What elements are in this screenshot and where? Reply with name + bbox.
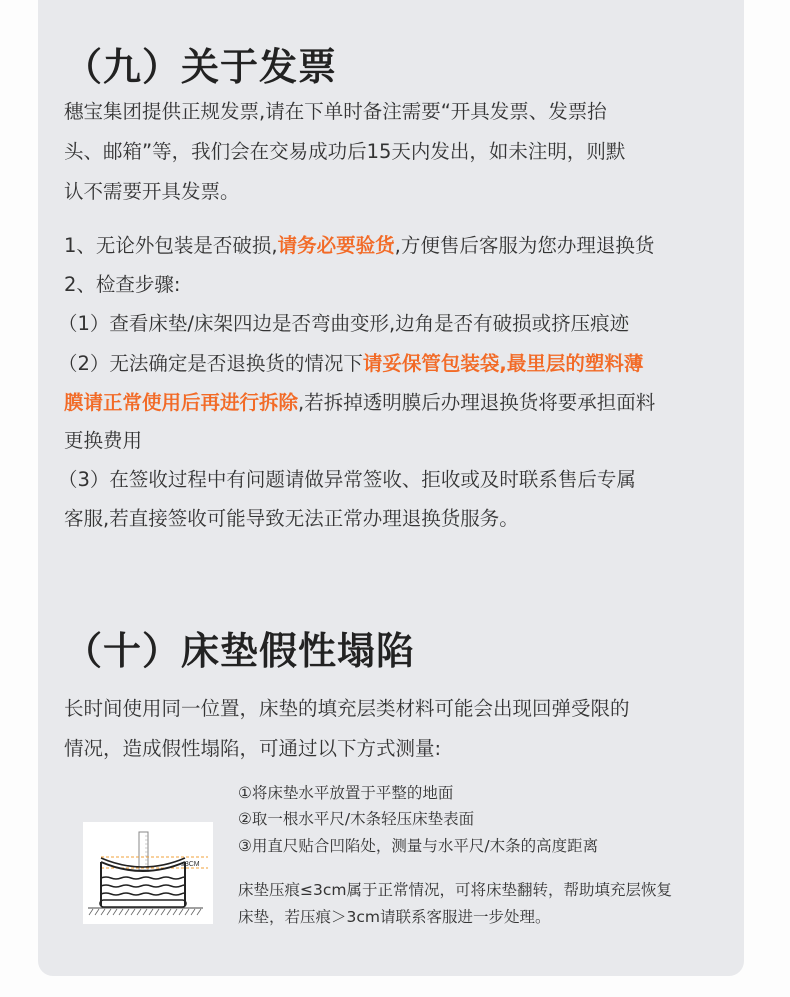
item-1-highlight: 请务必要验货 (277, 234, 395, 257)
section-10-intro-line-2: 情况，造成假性塌陷，可通过以下方式测量: (64, 737, 442, 760)
measure-step-1: ①将床垫水平放置于平整的地面 (238, 784, 454, 802)
section-9-intro-line-3: 认不需要开具发票。 (64, 180, 240, 203)
section-10-intro-line-1: 长时间使用同一位置，床垫的填充层类材料可能会出现回弹受限的 (64, 697, 630, 720)
inspection-item-1 (64, 227, 654, 265)
measure-step-3: ③用直尺贴合凹陷处，测量与水平尺/木条的高度距离 (238, 837, 599, 855)
inspection-step-2-line-3: 更换费用 (64, 429, 143, 452)
section-9-intro-line-2: 头、邮箱”等，我们会在交易成功后15天内发出，如未注明，则默 (64, 140, 626, 163)
info-card (38, 0, 744, 976)
step-2-highlight-2: 膜请正常使用后再进行拆除 (64, 391, 299, 414)
inspection-step-1: （1）查看床垫/床架四边是否弯曲变形,边角是否有破损或挤压痕迹 (58, 312, 630, 335)
inspection-item-2-title: 2、检查步骤: (64, 273, 181, 296)
measure-note-line-1: 床垫压痕≤3cm属于正常情况，可将床垫翻转，帮助填充层恢复 (238, 881, 672, 899)
item-1-prefix: 1、无论外包装是否破损, (64, 234, 278, 257)
step-2-highlight-1: 请妥保管包装袋,最里层的塑料薄 (362, 352, 644, 375)
section-9-intro-line-1: 穗宝集团提供正规发票,请在下单时备注需要“开具发票、发票抬 (64, 100, 607, 123)
section-10-title: （十）床垫假性塌陷 (64, 629, 416, 673)
step-2-prefix: （2）无法确定是否退换货的情况下 (58, 352, 363, 375)
mattress-diagram-icon (83, 822, 213, 924)
section-9-title: （九）关于发票 (64, 45, 338, 89)
inspection-step-3-line-2: 客服,若直接签收可能导致无法正常办理退换货服务。 (64, 507, 519, 530)
item-1-suffix: ,方便售后客服为您办理退换货 (394, 234, 655, 257)
inspection-step-2-line-2 (64, 384, 655, 422)
depth-label: ≤3CM (181, 861, 200, 868)
mattress-measure-diagram (83, 822, 213, 924)
step-2-suffix: ,若拆掉透明膜后办理退换货将要承担面料 (298, 391, 656, 414)
measure-note-line-2: 床垫，若压痕＞3cm请联系客服进一步处理。 (238, 908, 551, 926)
inspection-step-3-line-1: （3）在签收过程中有问题请做异常签收、拒收或及时联系售后专属 (58, 468, 636, 491)
measure-step-2: ②取一根水平尺/木条轻压床垫表面 (238, 810, 475, 828)
inspection-step-2-line-1 (58, 345, 643, 383)
